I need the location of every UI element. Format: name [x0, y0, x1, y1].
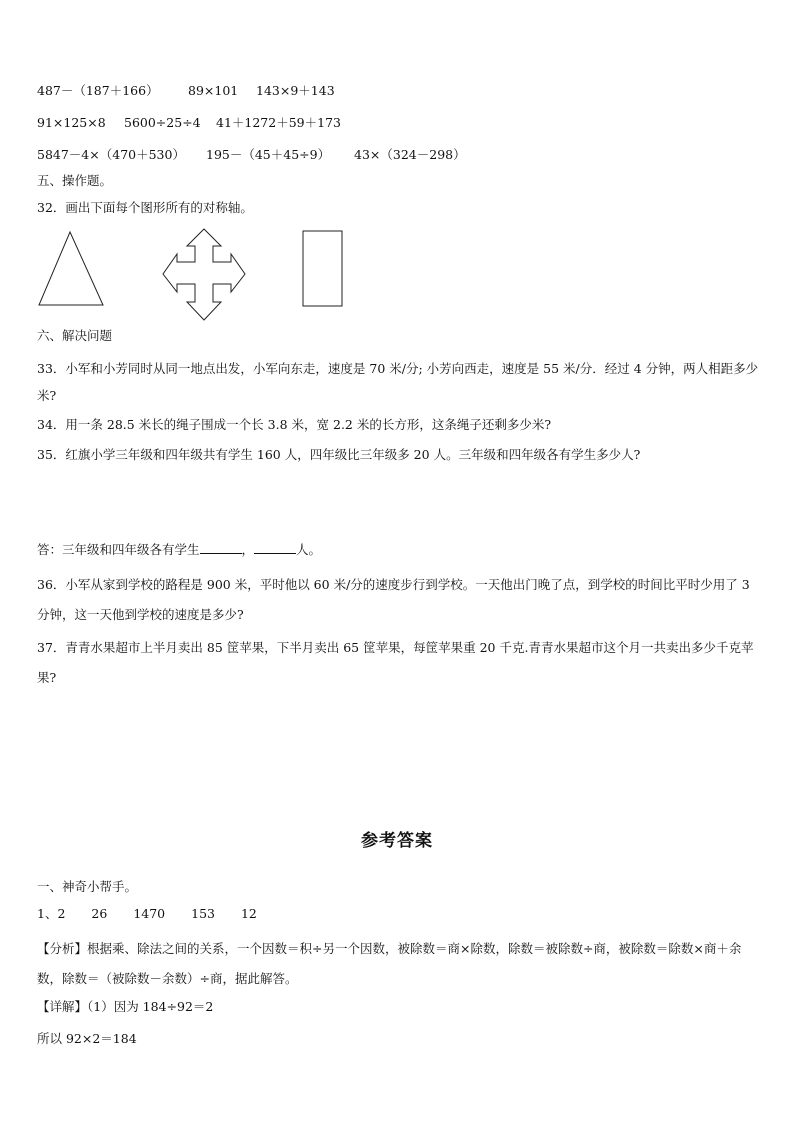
section-heading: 六、解决问题: [37, 328, 113, 343]
rectangle-shape: [300, 229, 346, 309]
answer-value: 153: [191, 906, 215, 921]
answer-suffix: 人。: [296, 542, 322, 557]
question-32: 32．画出下面每个图形所有的对称轴。: [37, 200, 253, 215]
question-33: 33．小军和小芳同时从同一地点出发，小军向东走，速度是 70 米/分; 小芳向西走，速度是 55 米/分．经过 4 分钟，两人相距多少米?: [37, 361, 759, 403]
answer-value: 1470: [133, 906, 166, 921]
answer-line: [37, 540, 321, 559]
calc-expression: 143×9＋143: [256, 83, 335, 98]
question-37: 37．青青水果超市上半月卖出 85 筐苹果，下半月卖出 65 筐苹果，每筐苹果重 20 千克.青青水果超市这个月一共卖出多少千克苹果?: [37, 640, 754, 685]
calc-expression: 5600÷25÷4: [124, 115, 201, 130]
answer-prefix: 答：三年级和四年级各有学生: [37, 542, 200, 557]
answer-blank[interactable]: [254, 540, 296, 554]
analysis-text: 【分析】根据乘、除法之间的关系，一个因数＝积÷另一个因数，被除数＝商×除数，除数＝被除数÷商，被除数＝除数×商＋余数，除数＝（被除数－余数）÷商，据此解答。: [37, 941, 742, 986]
calc-expression: 91×125×8: [37, 115, 106, 130]
calc-expression: 487－（187＋166）: [37, 83, 159, 98]
calc-expression: 5847－4×（470＋530）: [37, 147, 185, 162]
answer-separator: ，: [241, 542, 255, 557]
answer-value: 2: [57, 906, 66, 921]
answers-part-heading: 一、神奇小帮手。: [37, 879, 138, 894]
answers-title: 参考答案: [361, 831, 433, 851]
question-35: 35．红旗小学三年级和四年级共有学生 160 人，四年级比三年级多 20 人。三年级和四年级各有学生多少人?: [37, 447, 641, 462]
answer-value: 12: [240, 906, 257, 921]
calc-expression: 89×101: [188, 83, 239, 98]
detail-text: 【详解】（1）因为 184÷92＝2: [37, 999, 214, 1014]
triangle-shape: [36, 229, 108, 309]
calc-expression: 195－（45＋45÷9）: [206, 147, 331, 162]
answer-blank[interactable]: [200, 540, 242, 554]
four-way-arrow-shape: [161, 228, 247, 322]
calc-expression: 43×（324－298）: [354, 147, 466, 162]
question-34: 34．用一条 28.5 米长的绳子围成一个长 3.8 米，宽 2.2 米的长方形，这条绳子还剩多少米?: [37, 417, 552, 432]
detail-text: 所以 92×2＝184: [37, 1031, 137, 1046]
question-36: 36．小军从家到学校的路程是 900 米，平时他以 60 米/分的速度步行到学校。一天他出门晚了点，到学校的时间比平时少用了 3 分钟，这一天他到学校的速度是多少?: [37, 577, 750, 622]
answer-1-row: [37, 905, 257, 923]
answer-value: 26: [91, 906, 108, 921]
answer-label: 1、: [37, 906, 58, 921]
calc-expression: 41＋1272＋59＋173: [216, 115, 341, 130]
section-heading: 五、操作题。: [37, 173, 113, 188]
